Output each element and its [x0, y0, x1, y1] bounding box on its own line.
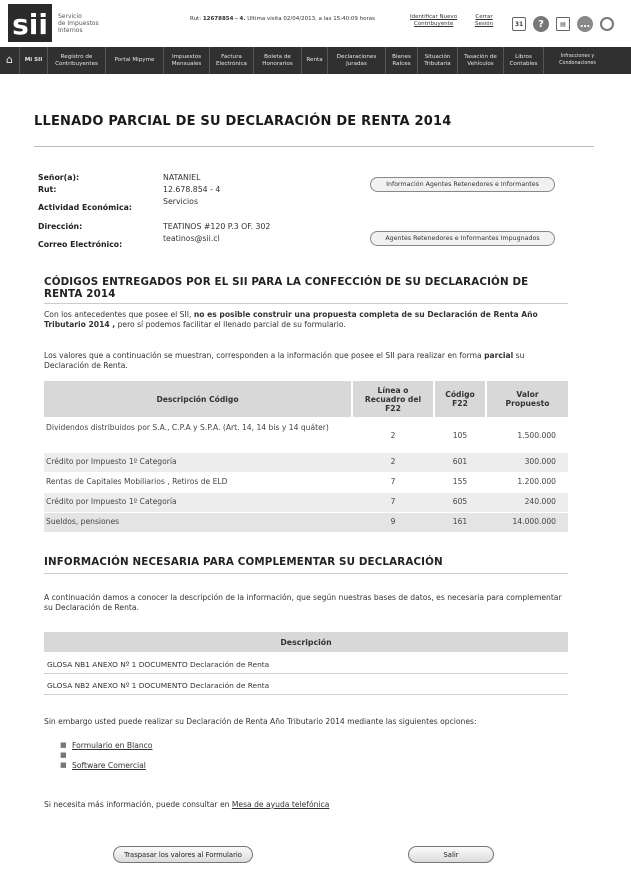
identify-new-taxpayer-link[interactable]: Identificar Nuevo Contribuyente: [410, 14, 458, 27]
top-header: [0, 0, 631, 46]
direccion-value: TEATINOS #120 P.3 OF. 302: [163, 222, 271, 231]
search-icon[interactable]: [600, 17, 614, 31]
row2-linea: 2: [390, 457, 396, 466]
row2-descripcion: Crédito por Impuesto 1º Categoría: [46, 457, 177, 466]
row5-linea: 9: [390, 517, 396, 526]
section-informacion-divider: [44, 573, 568, 574]
section-codigos-divider: [44, 303, 568, 304]
info-agentes-button[interactable]: Información Agentes Retenedores e Informantes: [370, 177, 555, 192]
bullet-icon: ■: [60, 751, 67, 759]
salir-button[interactable]: Salir: [408, 846, 494, 863]
correo-label: Correo Electrónico:: [38, 240, 123, 249]
sii-logo[interactable]: [8, 4, 52, 42]
nav-item-portal-mipyme[interactable]: Portal Mipyme: [106, 47, 164, 74]
rut-label: Rut:: [38, 185, 57, 194]
row3-codigo: 155: [452, 477, 468, 486]
logo-text: sii: [12, 8, 48, 41]
header-linea: Línea o Recuadro del F22: [353, 381, 433, 417]
nav-item-libros-contables[interactable]: Libros Contables: [504, 47, 544, 74]
row4-descripcion: Crédito por Impuesto 1º Categoría: [46, 497, 177, 506]
main-nav: [0, 47, 631, 74]
documents-icon[interactable]: ▤: [556, 17, 570, 31]
direccion-label: Dirección:: [38, 222, 83, 231]
senor-label: Señor(a):: [38, 173, 80, 182]
nav-item-tasacion-vehiculos[interactable]: Tasación de Vehículos: [458, 47, 504, 74]
header-codigo: Código F22: [435, 381, 485, 417]
nav-item-boleta-honorarios[interactable]: Boleta de Honorarios: [254, 47, 302, 74]
header-descripcion-codigo: Descripción Código: [44, 381, 351, 417]
session-info: Rut: 12678854 - 4. Ultima visita 02/04/2013, a las 15:40:09 horas: [190, 16, 376, 22]
org-name: Servicio de Impuestos Internos: [58, 13, 99, 34]
row1-codigo: 105: [452, 431, 468, 440]
correo-value: teatinos@sii.cl: [163, 234, 220, 243]
mesa-ayuda-link[interactable]: Mesa de ayuda telefónica: [231, 800, 330, 809]
row2-codigo: 601: [452, 457, 468, 466]
section-codigos-title: CÓDIGOS ENTREGADOS POR EL SII PARA LA CONFECCIÓN DE SU DECLARACIÓN DE RENTA 2014: [44, 276, 529, 300]
header-valor: Valor Propuesto: [487, 381, 568, 417]
agentes-impugnados-button[interactable]: Agentes Retenedores e Informantes Impugnados: [370, 231, 555, 246]
row2-valor: 300.000: [524, 457, 556, 466]
row4-codigo: 605: [452, 497, 468, 506]
nav-item-situacion-tributaria[interactable]: Situación Tributaria: [418, 47, 458, 74]
row5-codigo: 161: [452, 517, 468, 526]
section-codigos-intro: Con los antecedentes que posee el SII, no es posible construir una propuesta completa de su Declaración de Renta Año Tributario 2014 , pero sí podemos facilitar el llenado parcial de su formulario.: [44, 310, 538, 329]
calendar-icon[interactable]: 31: [512, 17, 526, 31]
software-comercial-link[interactable]: Software Comercial: [72, 761, 146, 770]
traspasar-button[interactable]: Traspasar los valores al Formulario: [113, 846, 253, 863]
rut-value: 12.678.854 - 4: [163, 185, 221, 194]
table-row: GLOSA NB2 ANEXO Nº 1 DOCUMENTO Declaración de Renta: [44, 677, 568, 695]
row1-valor: 1.500.000: [517, 431, 556, 440]
row5-valor: 14.000.000: [512, 517, 556, 526]
actividad-value: Servicios: [163, 197, 199, 206]
nav-item-renta[interactable]: Renta: [302, 47, 328, 74]
home-icon[interactable]: ⌂: [0, 47, 20, 74]
help-text: Si necesita más información, puede consultar en Mesa de ayuda telefónica: [44, 800, 330, 809]
row3-descripcion: Rentas de Capitales Mobiliarios , Retiros de ELD: [46, 477, 228, 486]
nav-item-bienes-raices[interactable]: Bienes Raíces: [386, 47, 418, 74]
nav-item-mi-sii[interactable]: Mi SII: [20, 47, 48, 74]
chat-icon[interactable]: …: [577, 16, 593, 32]
logout-link[interactable]: Cerrar Sesión: [475, 14, 494, 27]
nav-item-registro[interactable]: Registro de Contribuyentes: [48, 47, 106, 74]
bullet-icon: ■: [60, 741, 67, 749]
nav-item-factura-electronica[interactable]: Factura Electrónica: [210, 47, 254, 74]
options-intro: Sin embargo usted puede realizar su Declaración de Renta Año Tributario 2014 mediante las siguientes opciones:: [44, 717, 477, 726]
section-codigos-note: Los valores que a continuación se muestran, corresponden a la información que posee el SII para realizar en forma parcial su Declaración de Renta.: [44, 351, 525, 370]
page-title: LLENADO PARCIAL DE SU DECLARACIÓN DE RENTA 2014: [34, 114, 452, 129]
section-informacion-intro: A continuación damos a conocer la descripción de la información, que según nuestras bases de datos, es necesaria para complementar su Declaración de Renta.: [44, 593, 562, 612]
nav-item-infracciones[interactable]: Infracciones y Condonaciones: [559, 54, 596, 66]
senor-value: NATANIEL: [163, 173, 201, 182]
title-divider: [34, 146, 594, 147]
bullet-icon: ■: [60, 761, 67, 769]
formulario-en-blanco-link[interactable]: Formulario en Blanco: [72, 741, 153, 750]
actividad-label: Actividad Económica:: [38, 203, 132, 212]
header-descripcion: Descripción: [44, 632, 568, 652]
section-informacion-title: INFORMACIÓN NECESARIA PARA COMPLEMENTAR SU DECLARACIÓN: [44, 556, 443, 568]
row3-linea: 7: [390, 477, 396, 486]
row1-linea: 2: [390, 431, 396, 440]
row1-descripcion: Dividendos distribuidos por S.A., C.P.A y S.P.A. (Art. 14, 14 bis y 14 quáter): [46, 423, 329, 432]
nav-item-impuestos-mensuales[interactable]: Impuestos Mensuales: [164, 47, 210, 74]
row4-valor: 240.000: [524, 497, 556, 506]
row5-descripcion: Sueldos, pensiones: [46, 517, 120, 526]
help-icon[interactable]: ?: [533, 16, 549, 32]
row4-linea: 7: [390, 497, 396, 506]
table-row: GLOSA NB1 ANEXO Nº 1 DOCUMENTO Declaración de Renta: [44, 656, 568, 674]
nav-item-declaraciones-juradas[interactable]: Declaraciones Juradas: [328, 47, 386, 74]
row3-valor: 1.200.000: [517, 477, 556, 486]
